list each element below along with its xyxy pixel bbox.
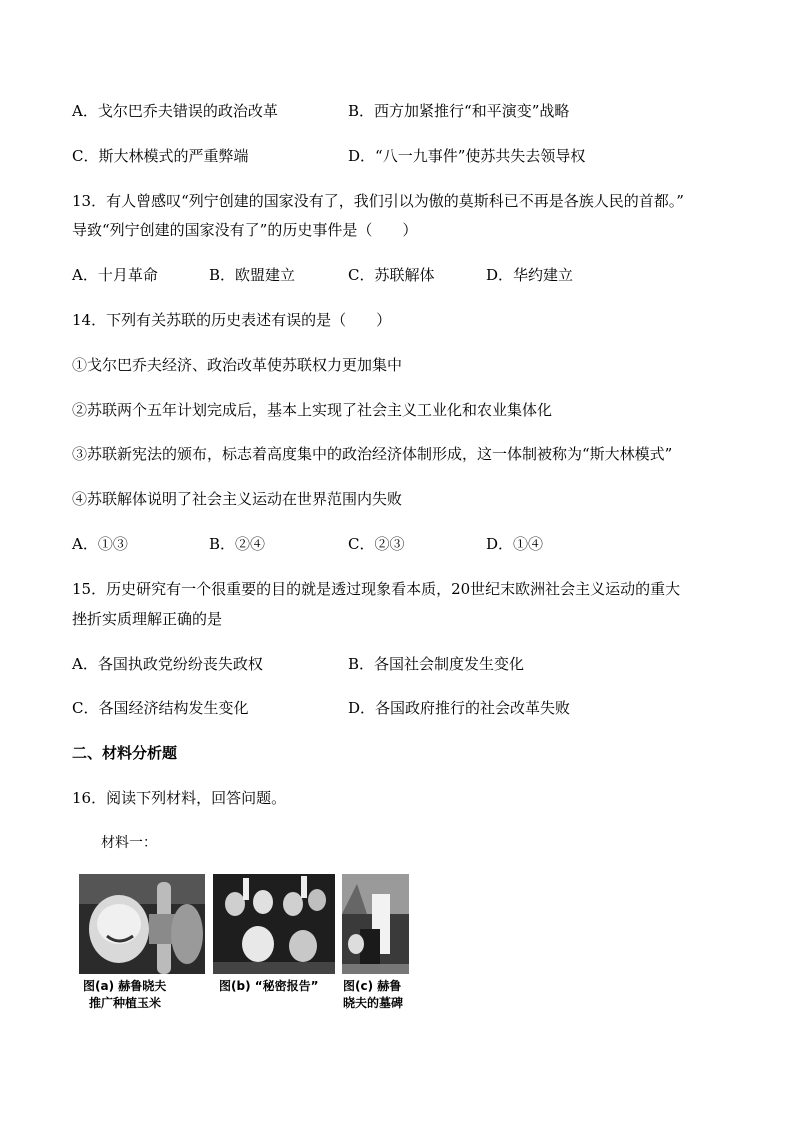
q15-option-c: C．各国经济结构发生变化 xyxy=(72,699,249,717)
photo-a-image xyxy=(79,874,205,974)
q13-option-a: A．十月革命 xyxy=(72,266,158,284)
q13-option-c: C．苏联解体 xyxy=(348,266,435,284)
photo-a-khrushchev-corn xyxy=(79,874,205,974)
q14-stem: 14．下列有关苏联的历史表述有误的是（ ） xyxy=(72,311,392,329)
photo-c-tombstone xyxy=(342,874,409,974)
caption-a-line2: 推广种植玉米 xyxy=(89,996,162,1010)
photo-c-image xyxy=(342,874,409,974)
photo-b-secret-speech xyxy=(213,874,335,974)
caption-c-line1: 图(c) 赫鲁 xyxy=(343,979,402,993)
q16-material-1-label: 材料一： xyxy=(101,835,157,851)
q12-option-c: C．斯大林模式的严重弊端 xyxy=(72,147,249,165)
q14-option-a: A．①③ xyxy=(72,535,128,553)
q13-option-b: B．欧盟建立 xyxy=(209,266,296,284)
q15-stem-line2: 挫折实质理解正确的是 xyxy=(72,610,223,628)
caption-a-line1: 图(a) 赫鲁晓夫 xyxy=(83,979,167,993)
q14-statement-3: ③苏联新宪法的颁布，标志着高度集中的政治经济体制形成，这一体制被称为“斯大林模式” xyxy=(72,445,673,463)
caption-c-line2: 晓夫的墓碑 xyxy=(343,996,404,1010)
q13-stem-line1: 13．有人曾感叹“列宁创建的国家没有了，我们引以为傲的莫斯科已不再是各族人民的首都。” xyxy=(72,192,684,210)
caption-c xyxy=(343,978,403,1012)
caption-a xyxy=(83,978,166,1012)
q14-option-c: C．②③ xyxy=(348,535,405,553)
q14-statement-1: ①戈尔巴乔夫经济、政治改革使苏联权力更加集中 xyxy=(72,356,403,374)
q14-statement-2: ②苏联两个五年计划完成后，基本上实现了社会主义工业化和农业集体化 xyxy=(72,401,553,419)
q13-stem-line2: 导致“列宁创建的国家没有了”的历史事件是（ ） xyxy=(72,221,418,239)
q15-option-d: D．各国政府推行的社会改革失败 xyxy=(348,699,571,717)
section-2-title: 二、材料分析题 xyxy=(72,744,178,762)
q12-option-d: D．“八一九事件”使苏共失去领导权 xyxy=(348,147,586,165)
q15-option-a: A．各国执政党纷纷丧失政权 xyxy=(72,655,263,673)
q16-stem: 16．阅读下列材料，回答问题。 xyxy=(72,789,287,807)
q14-statement-4: ④苏联解体说明了社会主义运动在世界范围内失败 xyxy=(72,490,403,508)
q12-option-b: B．西方加紧推行“和平演变”战略 xyxy=(348,102,570,120)
q15-stem-line1: 15．历史研究有一个很重要的目的就是透过现象看本质，20世纪末欧洲社会主义运动的重大 xyxy=(72,580,681,598)
photo-b-image xyxy=(213,874,335,974)
q15-option-b: B．各国社会制度发生变化 xyxy=(348,655,525,673)
q13-option-d: D．华约建立 xyxy=(486,266,574,284)
caption-b-line1: 图(b) “秘密报告” xyxy=(219,979,319,993)
q12-option-a: A．戈尔巴乔夫错误的政治改革 xyxy=(72,102,278,120)
caption-b xyxy=(219,978,319,995)
q14-option-b: B．②④ xyxy=(209,535,266,553)
material-1-figure xyxy=(79,874,409,1014)
q14-option-d: D．①④ xyxy=(486,535,544,553)
